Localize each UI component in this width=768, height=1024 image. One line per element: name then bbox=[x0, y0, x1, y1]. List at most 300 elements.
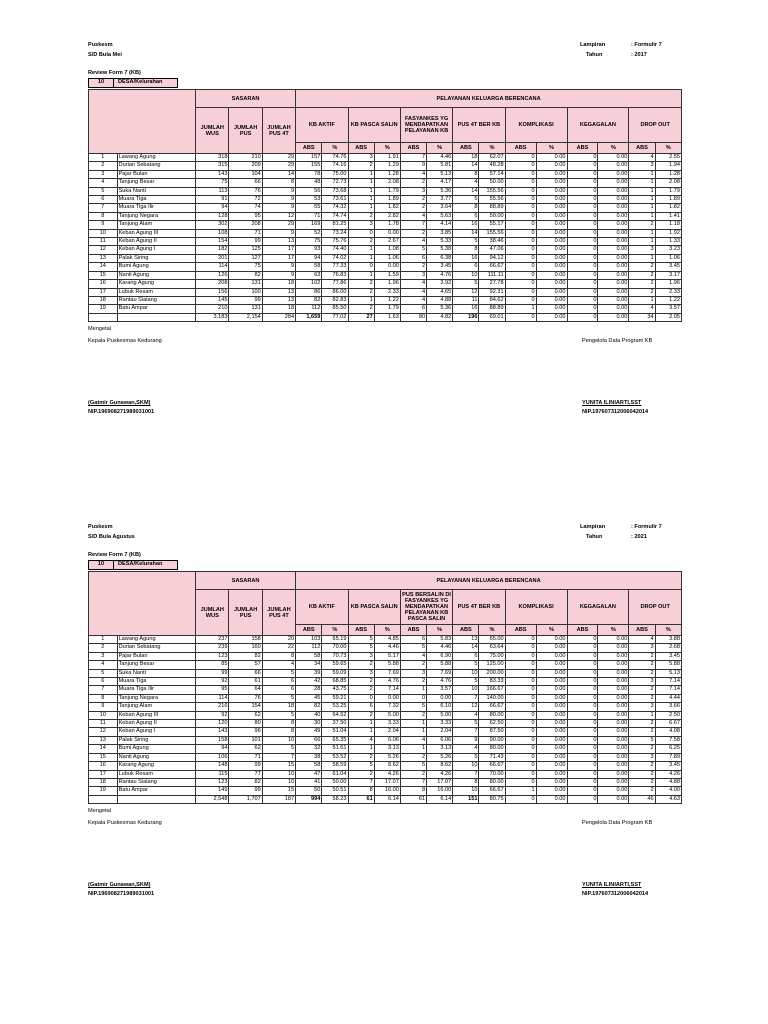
data-cell: 0.00 bbox=[536, 787, 567, 795]
data-cell: 1.22 bbox=[374, 296, 400, 304]
data-cell: 4 bbox=[400, 238, 426, 246]
data-cell: 5.36 bbox=[427, 187, 453, 195]
data-cell: 0.00 bbox=[536, 669, 567, 677]
data-cell: 4.46 bbox=[427, 644, 453, 652]
data-cell: 29 bbox=[262, 154, 295, 162]
tahun-value: : 2017 bbox=[631, 52, 647, 58]
data-cell: 88.89 bbox=[479, 204, 505, 212]
data-cell: 1 bbox=[629, 254, 655, 262]
data-cell: 0.00 bbox=[598, 753, 629, 761]
table-row bbox=[89, 728, 682, 736]
data-cell: 4.76 bbox=[427, 678, 453, 686]
village-name: Lubuk Resam bbox=[117, 288, 196, 296]
data-cell: 0.00 bbox=[374, 694, 400, 702]
data-cell: 0 bbox=[567, 204, 598, 212]
total-cell: 151 bbox=[453, 795, 479, 803]
data-cell: 64 bbox=[229, 686, 262, 694]
data-cell: 0.00 bbox=[598, 736, 629, 744]
data-cell: 1.28 bbox=[655, 170, 681, 178]
pelayanan-header: PELAYANAN KELUARGA BERENCANA bbox=[296, 572, 682, 590]
data-cell: 1 bbox=[629, 170, 655, 178]
data-cell: 0.00 bbox=[598, 703, 629, 711]
left-signatory-name: (Gatmir Gunawan,SKM) bbox=[88, 400, 151, 407]
data-cell: 0 bbox=[567, 703, 598, 711]
total-cell: 0 bbox=[505, 313, 536, 321]
data-cell: 1 bbox=[348, 246, 374, 254]
data-cell: 3 bbox=[400, 271, 426, 279]
data-cell: 0 bbox=[505, 778, 536, 786]
data-cell: 5.13 bbox=[655, 669, 681, 677]
pct-header: % bbox=[427, 625, 453, 636]
data-cell: 3.64 bbox=[427, 204, 453, 212]
data-cell: 18 bbox=[262, 305, 295, 313]
total-cell: 2.05 bbox=[655, 313, 681, 321]
data-cell: 2 bbox=[348, 212, 374, 220]
data-cell: 86 bbox=[296, 288, 322, 296]
data-cell: 0.00 bbox=[598, 778, 629, 786]
data-cell: 0.00 bbox=[598, 694, 629, 702]
row-number: 10 bbox=[89, 229, 118, 237]
data-cell: 0 bbox=[567, 787, 598, 795]
pct-header: % bbox=[655, 625, 681, 636]
data-cell: 2.08 bbox=[655, 179, 681, 187]
data-cell: 2 bbox=[629, 288, 655, 296]
data-cell: 0.00 bbox=[536, 170, 567, 178]
table-row bbox=[89, 736, 682, 744]
row-number: 7 bbox=[89, 204, 118, 212]
total-cell: 6.14 bbox=[374, 795, 400, 803]
data-cell: 0 bbox=[567, 762, 598, 770]
row-number: 14 bbox=[89, 263, 118, 271]
desa-header bbox=[88, 560, 178, 570]
data-cell: 63 bbox=[296, 271, 322, 279]
data-cell: 14 bbox=[453, 187, 479, 195]
data-cell: 0 bbox=[505, 745, 536, 753]
data-cell: 58.59 bbox=[322, 762, 348, 770]
data-cell: 5.88 bbox=[655, 661, 681, 669]
data-cell: 2 bbox=[629, 720, 655, 728]
data-cell: 0 bbox=[567, 728, 598, 736]
data-cell: 2.04 bbox=[374, 728, 400, 736]
data-cell: 1.22 bbox=[655, 296, 681, 304]
table-row bbox=[89, 745, 682, 753]
data-cell: 1 bbox=[348, 187, 374, 195]
data-cell: 0 bbox=[567, 179, 598, 187]
data-cell: 0.00 bbox=[536, 736, 567, 744]
pelayanan-col-header: DROP OUT bbox=[629, 590, 682, 625]
total-cell: 0.00 bbox=[598, 313, 629, 321]
data-cell: 4.08 bbox=[655, 728, 681, 736]
data-cell: 302 bbox=[196, 221, 229, 229]
data-cell: 47.06 bbox=[479, 246, 505, 254]
row-number: 12 bbox=[89, 728, 118, 736]
data-cell: 0 bbox=[505, 154, 536, 162]
data-cell: 4.76 bbox=[427, 271, 453, 279]
village-name: Tanjung Alam bbox=[117, 703, 196, 711]
data-cell: 5 bbox=[348, 762, 374, 770]
data-cell: 58 bbox=[296, 652, 322, 660]
data-cell: 3.13 bbox=[427, 745, 453, 753]
data-cell: 55 bbox=[296, 204, 322, 212]
abs-header: ABS bbox=[567, 143, 598, 154]
data-cell: 10 bbox=[453, 669, 479, 677]
pelayanan-col-header: KEGAGALAN bbox=[567, 590, 629, 625]
data-cell: 2 bbox=[629, 271, 655, 279]
data-cell: 0.00 bbox=[598, 728, 629, 736]
data-cell: 2 bbox=[629, 728, 655, 736]
data-cell: 0 bbox=[505, 296, 536, 304]
data-cell: 0 bbox=[505, 636, 536, 644]
data-cell: 2 bbox=[629, 770, 655, 778]
abs-header: ABS bbox=[629, 143, 655, 154]
data-cell: 4 bbox=[400, 736, 426, 744]
table-row bbox=[89, 162, 682, 170]
abs-header: ABS bbox=[453, 625, 479, 636]
data-cell: 2.68 bbox=[655, 644, 681, 652]
total-cell: 0.00 bbox=[536, 313, 567, 321]
data-cell: 10 bbox=[262, 778, 295, 786]
data-cell: 6 bbox=[400, 254, 426, 262]
data-cell: 0 bbox=[505, 280, 536, 288]
data-cell: 3.33 bbox=[427, 720, 453, 728]
data-cell: 108 bbox=[196, 229, 229, 237]
data-cell: 0 bbox=[505, 661, 536, 669]
data-cell: 0.00 bbox=[598, 212, 629, 220]
report-august bbox=[88, 524, 682, 896]
data-cell: 76.83 bbox=[322, 271, 348, 279]
data-cell: 0.00 bbox=[536, 212, 567, 220]
data-cell: 155.56 bbox=[479, 187, 505, 195]
data-cell: 50.00 bbox=[479, 179, 505, 187]
data-cell: 2 bbox=[629, 694, 655, 702]
right-signatory-nip: NIP.197607312006042014 bbox=[582, 891, 649, 898]
data-cell: 0.00 bbox=[598, 296, 629, 304]
data-cell: 143 bbox=[196, 728, 229, 736]
data-cell: 1.08 bbox=[374, 246, 400, 254]
data-cell: 239 bbox=[196, 644, 229, 652]
data-cell: 0.00 bbox=[598, 246, 629, 254]
data-cell: 66.67 bbox=[479, 703, 505, 711]
data-cell: 2.82 bbox=[374, 212, 400, 220]
data-cell: 4 bbox=[400, 212, 426, 220]
total-cell: 4.82 bbox=[427, 313, 453, 321]
data-cell: 0.00 bbox=[598, 661, 629, 669]
data-cell: 4.14 bbox=[427, 221, 453, 229]
data-cell: 3 bbox=[629, 703, 655, 711]
data-cell: 57 bbox=[229, 661, 262, 669]
data-cell: 1.79 bbox=[374, 305, 400, 313]
data-cell: 72 bbox=[229, 196, 262, 204]
data-cell: 5 bbox=[262, 745, 295, 753]
data-cell: 6.10 bbox=[427, 703, 453, 711]
row-number: 4 bbox=[89, 661, 118, 669]
data-cell: 102 bbox=[296, 280, 322, 288]
data-cell: 0 bbox=[567, 280, 598, 288]
data-cell: 1 bbox=[629, 238, 655, 246]
data-cell: 0.00 bbox=[598, 305, 629, 313]
data-cell: 0 bbox=[400, 694, 426, 702]
pelayanan-col-header: KB PASCA SALIN bbox=[348, 108, 400, 143]
data-cell: 1.89 bbox=[655, 196, 681, 204]
data-cell: 0.00 bbox=[536, 778, 567, 786]
lampiran-value: : Formulir 7 bbox=[631, 524, 662, 530]
pct-header: % bbox=[598, 625, 629, 636]
data-cell: 53.25 bbox=[322, 703, 348, 711]
table-row bbox=[89, 288, 682, 296]
data-cell: 3.92 bbox=[427, 280, 453, 288]
data-cell: 7.69 bbox=[427, 669, 453, 677]
total-cell: 994 bbox=[296, 795, 322, 803]
data-cell: 2 bbox=[348, 238, 374, 246]
tahun-value: : 2021 bbox=[631, 534, 647, 540]
data-cell: 0 bbox=[505, 263, 536, 271]
data-cell: 0 bbox=[505, 221, 536, 229]
data-cell: 66.67 bbox=[479, 263, 505, 271]
data-cell: 53.52 bbox=[322, 753, 348, 761]
data-cell: 5 bbox=[400, 703, 426, 711]
data-cell: 237 bbox=[196, 636, 229, 644]
data-cell: 71 bbox=[229, 753, 262, 761]
data-cell: 1 bbox=[400, 728, 426, 736]
lampiran-label: Lampiran bbox=[580, 524, 606, 530]
data-cell: 5.26 bbox=[374, 753, 400, 761]
data-cell: 4.76 bbox=[374, 678, 400, 686]
data-cell: 0.00 bbox=[536, 305, 567, 313]
data-cell: 0.00 bbox=[536, 162, 567, 170]
data-cell: 1 bbox=[629, 204, 655, 212]
data-cell: 0 bbox=[505, 238, 536, 246]
data-cell: 154 bbox=[196, 238, 229, 246]
data-cell: 106 bbox=[196, 753, 229, 761]
data-cell: 66 bbox=[296, 736, 322, 744]
puskesmas-label: Puskesm bbox=[88, 42, 113, 48]
data-cell: 0.00 bbox=[536, 196, 567, 204]
data-cell: 7 bbox=[262, 753, 295, 761]
data-cell: 8.62 bbox=[427, 762, 453, 770]
data-cell: 1 bbox=[629, 179, 655, 187]
data-cell: 0 bbox=[567, 162, 598, 170]
period-label: S/D Bula Mei bbox=[88, 52, 122, 58]
data-cell: 85 bbox=[196, 661, 229, 669]
data-cell: 3.45 bbox=[427, 263, 453, 271]
pct-header: % bbox=[479, 625, 505, 636]
data-cell: 74.76 bbox=[322, 154, 348, 162]
data-cell: 0.00 bbox=[598, 196, 629, 204]
row-number: 4 bbox=[89, 179, 118, 187]
data-cell: 45 bbox=[296, 694, 322, 702]
data-cell: 0.00 bbox=[598, 636, 629, 644]
data-cell: 0 bbox=[567, 212, 598, 220]
data-cell: 0.00 bbox=[598, 762, 629, 770]
data-cell: 5.38 bbox=[427, 246, 453, 254]
data-cell: 2 bbox=[348, 753, 374, 761]
data-cell: 0.00 bbox=[536, 187, 567, 195]
data-cell: 148 bbox=[196, 762, 229, 770]
data-cell: 9 bbox=[262, 204, 295, 212]
data-cell: 13 bbox=[453, 636, 479, 644]
data-cell: 208 bbox=[196, 280, 229, 288]
data-cell: 7 bbox=[453, 694, 479, 702]
data-cell: 1.82 bbox=[374, 204, 400, 212]
data-cell: 86.00 bbox=[322, 288, 348, 296]
data-cell: 17.07 bbox=[427, 778, 453, 786]
data-cell: 6.38 bbox=[427, 254, 453, 262]
data-cell: 0 bbox=[505, 212, 536, 220]
table-row bbox=[89, 196, 682, 204]
data-cell: 0 bbox=[567, 736, 598, 744]
abs-header: ABS bbox=[453, 143, 479, 154]
data-cell: 51.04 bbox=[322, 728, 348, 736]
data-cell: 4 bbox=[453, 179, 479, 187]
row-number: 15 bbox=[89, 271, 118, 279]
data-cell: 74.74 bbox=[322, 212, 348, 220]
data-cell: 34 bbox=[296, 661, 322, 669]
data-cell: 6.25 bbox=[655, 745, 681, 753]
row-number: 3 bbox=[89, 652, 118, 660]
data-cell: 2 bbox=[629, 661, 655, 669]
data-cell: 16 bbox=[453, 221, 479, 229]
total-cell: 1,707 bbox=[229, 795, 262, 803]
data-cell: 0.00 bbox=[536, 179, 567, 187]
data-cell: 4 bbox=[629, 305, 655, 313]
data-cell: 50.00 bbox=[322, 778, 348, 786]
row-number: 2 bbox=[89, 644, 118, 652]
data-cell: 10 bbox=[453, 787, 479, 795]
data-cell: 0 bbox=[567, 745, 598, 753]
data-cell: 0.00 bbox=[374, 229, 400, 237]
total-cell: 1.63 bbox=[374, 313, 400, 321]
data-cell: 0 bbox=[567, 254, 598, 262]
data-cell: 73.68 bbox=[322, 187, 348, 195]
table-row bbox=[89, 263, 682, 271]
data-cell: 1.82 bbox=[655, 204, 681, 212]
data-cell: 5 bbox=[400, 644, 426, 652]
table-row bbox=[89, 762, 682, 770]
sasaran-col-header: JUMLAH WUS bbox=[196, 590, 229, 636]
table-row bbox=[89, 644, 682, 652]
data-cell: 76 bbox=[229, 187, 262, 195]
data-cell: 0.00 bbox=[536, 728, 567, 736]
data-cell: 210 bbox=[229, 154, 262, 162]
data-cell: 2 bbox=[348, 162, 374, 170]
data-cell: 71 bbox=[296, 212, 322, 220]
data-cell: 32 bbox=[296, 745, 322, 753]
data-cell: 0.00 bbox=[536, 678, 567, 686]
row-number: 18 bbox=[89, 296, 118, 304]
data-cell: 6 bbox=[400, 305, 426, 313]
data-cell: 0.00 bbox=[598, 221, 629, 229]
right-signatory-nip: NIP.197607312006042014 bbox=[582, 409, 649, 416]
data-cell: 2 bbox=[400, 753, 426, 761]
left-signatory-nip: NIP.196908271989031001 bbox=[88, 891, 155, 898]
data-cell: 3.45 bbox=[655, 652, 681, 660]
data-cell: 66.67 bbox=[479, 787, 505, 795]
data-cell: 0 bbox=[567, 229, 598, 237]
sasaran-header: SASARAN bbox=[196, 572, 296, 590]
data-cell: 0.00 bbox=[598, 770, 629, 778]
table-row bbox=[89, 271, 682, 279]
village-name: Pajar Bulan bbox=[117, 652, 196, 660]
pelayanan-col-header: DROP OUT bbox=[629, 108, 682, 143]
table-row bbox=[89, 694, 682, 702]
data-cell: 3.66 bbox=[655, 703, 681, 711]
data-cell: 7 bbox=[400, 154, 426, 162]
data-cell: 2 bbox=[400, 229, 426, 237]
data-cell: 5 bbox=[348, 644, 374, 652]
data-cell: 14 bbox=[453, 162, 479, 170]
data-cell: 92.31 bbox=[479, 288, 505, 296]
table-row bbox=[89, 711, 682, 719]
data-cell: 3.88 bbox=[655, 636, 681, 644]
data-cell: 99 bbox=[196, 669, 229, 677]
data-cell: 2 bbox=[400, 770, 426, 778]
table-row bbox=[89, 221, 682, 229]
data-cell: 94 bbox=[196, 204, 229, 212]
row-number: 12 bbox=[89, 246, 118, 254]
data-cell: 20 bbox=[262, 636, 295, 644]
table-row bbox=[89, 305, 682, 313]
data-cell: 0 bbox=[567, 170, 598, 178]
data-cell: 62 bbox=[229, 711, 262, 719]
data-cell: 2 bbox=[400, 263, 426, 271]
row-number: 11 bbox=[89, 238, 118, 246]
data-cell: 5.81 bbox=[427, 162, 453, 170]
data-cell: 157 bbox=[296, 154, 322, 162]
data-cell: 5.88 bbox=[374, 661, 400, 669]
data-cell: 125 bbox=[229, 246, 262, 254]
data-cell: 111.11 bbox=[479, 271, 505, 279]
total-cell: 27 bbox=[348, 313, 374, 321]
data-cell: 51.61 bbox=[322, 745, 348, 753]
data-cell: 155.56 bbox=[479, 229, 505, 237]
pct-header: % bbox=[427, 143, 453, 154]
village-name: Palak Siring bbox=[117, 254, 196, 262]
data-cell: 83.33 bbox=[479, 678, 505, 686]
data-cell: 7 bbox=[348, 778, 374, 786]
row-number: 18 bbox=[89, 778, 118, 786]
data-cell: 0.00 bbox=[536, 221, 567, 229]
total-cell: 69.01 bbox=[479, 313, 505, 321]
data-cell: 71 bbox=[229, 229, 262, 237]
data-cell: 52 bbox=[296, 229, 322, 237]
data-cell: 1.96 bbox=[374, 280, 400, 288]
data-cell: 0 bbox=[505, 652, 536, 660]
data-cell: 8 bbox=[262, 652, 295, 660]
data-cell: 2 bbox=[629, 280, 655, 288]
data-cell: 62.07 bbox=[479, 154, 505, 162]
data-cell: 5.13 bbox=[427, 170, 453, 178]
data-cell: 4.85 bbox=[374, 636, 400, 644]
data-cell: 99 bbox=[229, 238, 262, 246]
table-row bbox=[89, 296, 682, 304]
village-name: Tanjung Besar bbox=[117, 661, 196, 669]
data-cell: 0.00 bbox=[598, 204, 629, 212]
data-cell: 22 bbox=[262, 644, 295, 652]
data-cell: 5 bbox=[400, 246, 426, 254]
data-cell: 3.45 bbox=[655, 762, 681, 770]
data-cell: 0 bbox=[505, 669, 536, 677]
data-cell: 3 bbox=[400, 187, 426, 195]
data-cell: 95 bbox=[229, 212, 262, 220]
data-cell: 74.16 bbox=[322, 162, 348, 170]
data-cell: 3.85 bbox=[427, 229, 453, 237]
abs-header: ABS bbox=[400, 625, 426, 636]
data-cell: 120 bbox=[196, 720, 229, 728]
data-cell: 57.14 bbox=[479, 170, 505, 178]
data-cell: 208 bbox=[229, 221, 262, 229]
data-cell: 156 bbox=[196, 288, 229, 296]
pelayanan-col-header: PUS 4T BER KB bbox=[453, 590, 505, 625]
